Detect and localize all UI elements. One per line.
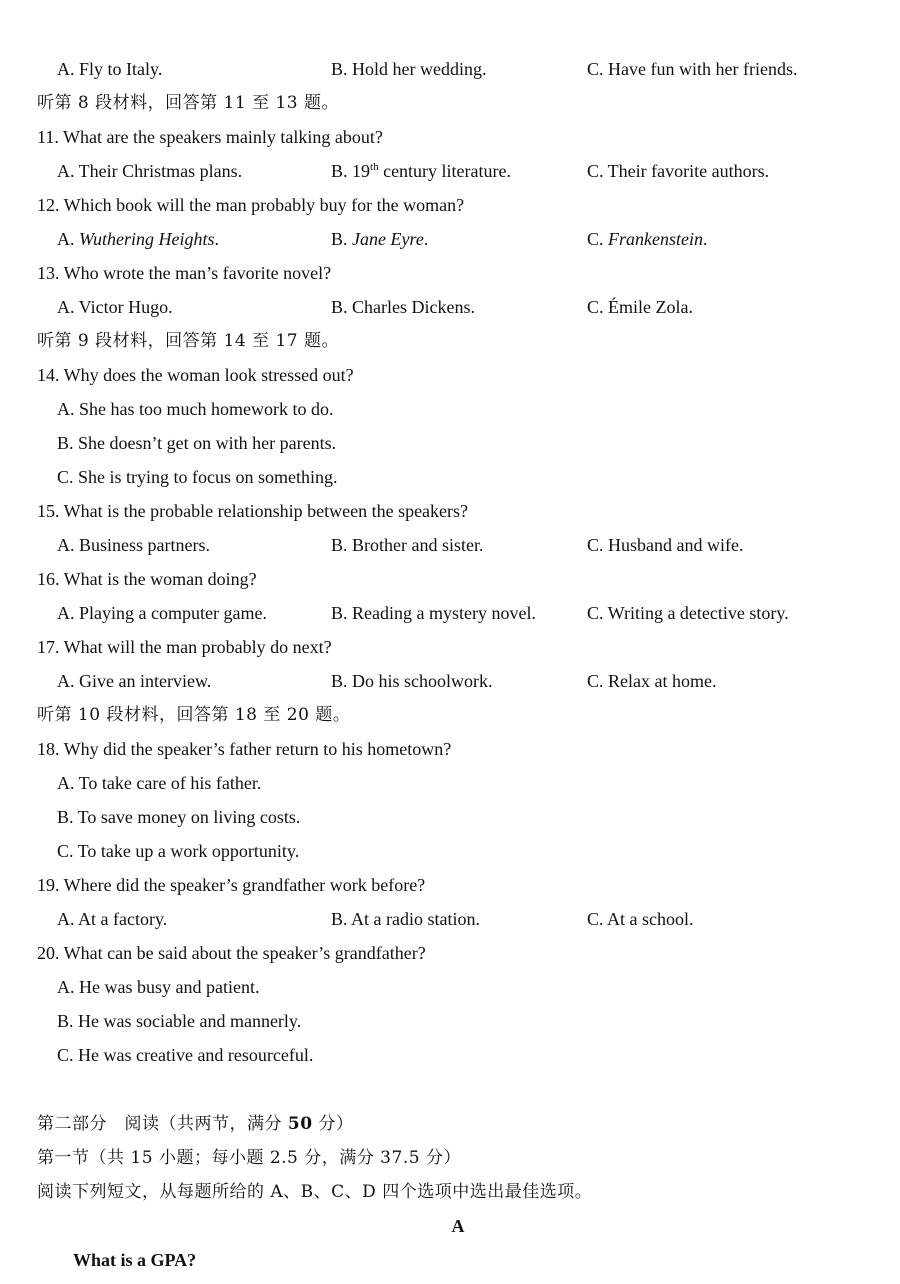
q16-option-a: A. Playing a computer game. (57, 603, 267, 623)
question-18: 18. Why did the speaker’s father return to his hometown? (37, 739, 452, 759)
q12-option-b (331, 225, 428, 253)
q11-option-a: A. Their Christmas plans. (57, 161, 243, 181)
q14-option-c-row (0, 463, 900, 491)
q12-option-a-suffix: . (214, 229, 219, 249)
q14-option-a-row (0, 395, 900, 423)
question-15: 15. What is the probable relationship between the speakers? (37, 501, 469, 521)
section-8-instruction: 听第 8 段材料，回答第 11 至 13 题。 (37, 93, 340, 113)
q17-options-row (0, 667, 900, 695)
q12-options-row (0, 225, 900, 253)
q12-option-c-prefix: C. (587, 229, 609, 249)
q12-option-a-title: Wuthering Heights (79, 229, 215, 249)
q17-option-b: B. Do his schoolwork. (331, 671, 493, 691)
q10-option-a: A. Fly to Italy. (57, 59, 163, 79)
q20-option-c: C. He was creative and resourceful. (57, 1045, 314, 1065)
q10-option-b: B. Hold her wedding. (331, 59, 487, 79)
q16-option-c: C. Writing a detective story. (587, 603, 789, 623)
q11-option-b-suffix: century literature. (378, 161, 512, 181)
q19-options-row (0, 905, 900, 933)
q10-option-c: C. Have fun with her friends. (587, 59, 798, 79)
question-17: 17. What will the man probably do next? (37, 637, 332, 657)
q19-option-b: B. At a radio station. (331, 909, 480, 929)
q20-option-a-row (0, 973, 900, 1001)
section-9-instruction: 听第 9 段材料，回答第 14 至 17 题。 (37, 331, 340, 351)
q13-option-b: B. Charles Dickens. (331, 297, 475, 317)
q14-option-a: A. She has too much homework to do. (57, 399, 334, 419)
q12-option-a (57, 225, 219, 253)
q20-option-b-row (0, 1007, 900, 1035)
q11-option-b-prefix: B. 19 (331, 161, 371, 181)
q18-option-a-row (0, 769, 900, 797)
q10-options-row (0, 55, 900, 83)
q18-option-c-row (0, 837, 900, 865)
question-14: 14. Why does the woman look stressed out? (37, 365, 354, 385)
q11-option-c: C. Their favorite authors. (587, 161, 770, 181)
q12-option-c (587, 225, 708, 253)
q11-option-b (331, 157, 511, 185)
q18-option-b: B. To save money on living costs. (57, 807, 301, 827)
q15-options-row (0, 531, 900, 559)
q17-option-c: C. Relax at home. (587, 671, 717, 691)
q14-option-c: C. She is trying to focus on something. (57, 467, 338, 487)
q12-option-b-title: Jane Eyre (352, 229, 424, 249)
q12-option-c-title: Frankenstein (608, 229, 703, 249)
q17-option-a: A. Give an interview. (57, 671, 212, 691)
question-19: 19. Where did the speaker’s grandfather work before? (37, 875, 426, 895)
question-12: 12. Which book will the man probably buy for the woman? (37, 195, 465, 215)
q20-option-a: A. He was busy and patient. (57, 977, 260, 997)
q15-option-c: C. Husband and wife. (587, 535, 744, 555)
q16-option-b: B. Reading a mystery novel. (331, 603, 536, 623)
q18-option-b-row (0, 803, 900, 831)
q19-option-c: C. At a school. (587, 909, 694, 929)
reading-instruction: 阅读下列短文，从每题所给的 A、B、C、D 四个选项中选出最佳选项。 (37, 1182, 593, 1202)
q16-options-row (0, 599, 900, 627)
question-11: 11. What are the speakers mainly talking about? (37, 127, 383, 147)
part-2-heading-suffix: 分） (312, 1114, 354, 1134)
q13-options-row (0, 293, 900, 321)
part-2-heading (37, 1110, 900, 1138)
q20-option-c-row (0, 1041, 900, 1069)
part-2-total-score: 50 (287, 1114, 313, 1134)
q12-option-c-suffix: . (703, 229, 708, 249)
q13-option-a: A. Victor Hugo. (57, 297, 173, 317)
q11-option-b-superscript: th (370, 161, 379, 173)
q14-option-b: B. She doesn’t get on with her parents. (57, 433, 337, 453)
q15-option-b: B. Brother and sister. (331, 535, 484, 555)
passage-letter: A (451, 1216, 465, 1236)
q13-option-c: C. Émile Zola. (587, 297, 693, 317)
q18-option-a: A. To take care of his father. (57, 773, 262, 793)
q18-option-c: C. To take up a work opportunity. (57, 841, 300, 861)
q12-option-b-prefix: B. (331, 229, 353, 249)
passage-heading: What is a GPA? (73, 1250, 197, 1270)
q12-option-a-prefix: A. (57, 229, 79, 249)
q15-option-a: A. Business partners. (57, 535, 210, 555)
q20-option-b: B. He was sociable and mannerly. (57, 1011, 302, 1031)
section-1-heading: 第一节（共 15 小题；每小题 2.5 分，满分 37.5 分） (37, 1148, 461, 1168)
question-20: 20. What can be said about the speaker’s grandfather? (37, 943, 426, 963)
question-16: 16. What is the woman doing? (37, 569, 257, 589)
q12-option-b-suffix: . (423, 229, 429, 249)
q11-options-row (0, 157, 900, 185)
question-13: 13. Who wrote the man’s favorite novel? (37, 263, 332, 283)
section-10-instruction: 听第 10 段材料，回答第 18 至 20 题。 (37, 705, 351, 725)
q19-option-a: A. At a factory. (57, 909, 168, 929)
q14-option-b-row (0, 429, 900, 457)
part-2-heading-prefix: 第二部分 阅读（共两节，满分 (37, 1114, 288, 1134)
